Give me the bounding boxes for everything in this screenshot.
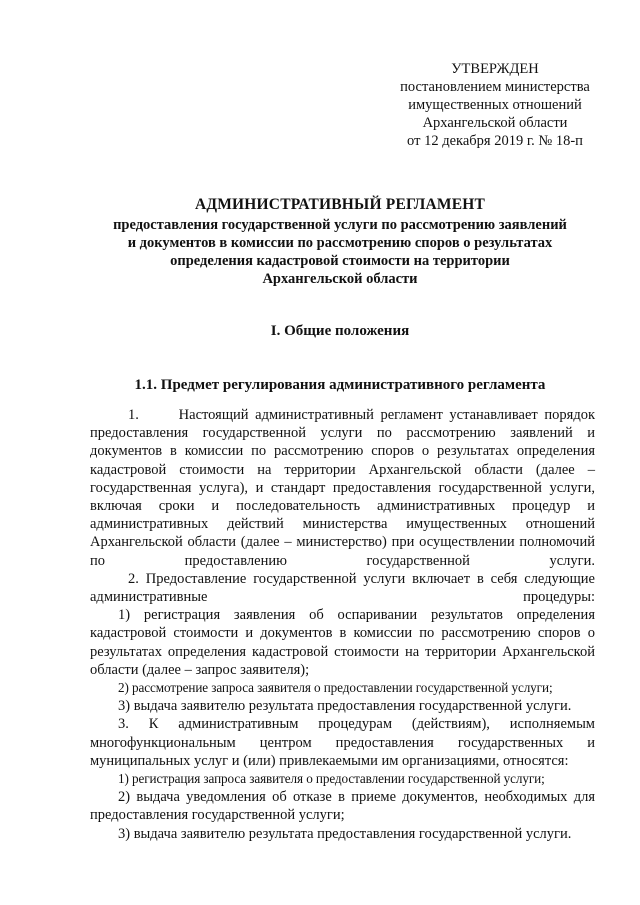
paragraph-3: 3. К административным процедурам (действиям), исполняемым многофункциональным центром предоставления государственных и муниципальных услуг и (или) привлекаемыми им организациями, относятся: — [90, 716, 595, 769]
document-body — [90, 406, 595, 843]
paragraph-2: 2. Предоставление государственной услуги включает в себя следующие административные процедуры: — [90, 570, 595, 606]
approval-heading: УТВЕРЖДЕН — [451, 61, 539, 77]
approval-line: постановлением министерства — [400, 79, 590, 95]
approval-line: Архангельской области — [422, 115, 568, 131]
title-line: Архангельской области — [262, 271, 418, 287]
approval-line: имущественных отношений — [408, 97, 582, 113]
list-item: 2) выдача уведомления об отказе в приеме документов, необходимых для предоставления государственной услуги; — [90, 789, 595, 824]
title-line: определения кадастровой стоимости на территории — [170, 253, 510, 269]
title-main: АДМИНИСТРАТИВНЫЙ РЕГЛАМЕНТ — [194, 196, 486, 213]
document-title — [80, 196, 600, 288]
title-line: и документов в комиссии по рассмотрению споров о результатах — [127, 235, 553, 251]
list-item: 1) регистрация заявления об оспаривании результатов определения кадастровой стоимости и документов в комиссии по рассмотрению споров о результатах определения кадастровой стоимости на территории Архангельской области (далее – запрос заявителя); — [90, 607, 595, 678]
approval-date: от 12 декабря 2019 г. № 18-п — [407, 133, 583, 149]
paragraph-1: 1. Настоящий административный регламент устанавливает порядок предоставления государственной услуги по рассмотрению заявлений и документов в комиссии по рассмотрению споров о результатах определения кадастровой стоимости на территории Архангельской области (далее – государственная услуга), и стандарт предоставления государственной услуги, включая сроки и последовательность административных процедур и административных действий министерства имущественных отношений Архангельской области (далее – министерство) при осуществлении полномочий по предоставлению государственной услуги. — [90, 407, 595, 569]
title-line: предоставления государственной услуги по рассмотрению заявлений — [113, 217, 567, 233]
list-item: 1) регистрация запроса заявителя о предоставлении государственной услуги; — [118, 771, 545, 787]
section-heading-subject: 1.1. Предмет регулирования административного регламента — [134, 377, 546, 393]
list-item: 3) выдача заявителю результата предоставления государственной услуги. — [118, 825, 572, 842]
section-heading-general: I. Общие положения — [270, 323, 410, 339]
list-item: 3) выдача заявителю результата предоставления государственной услуги. — [118, 698, 572, 715]
list-item: 2) рассмотрение запроса заявителя о предоставлении государственной услуги; — [118, 680, 553, 696]
approval-stamp — [380, 60, 610, 150]
